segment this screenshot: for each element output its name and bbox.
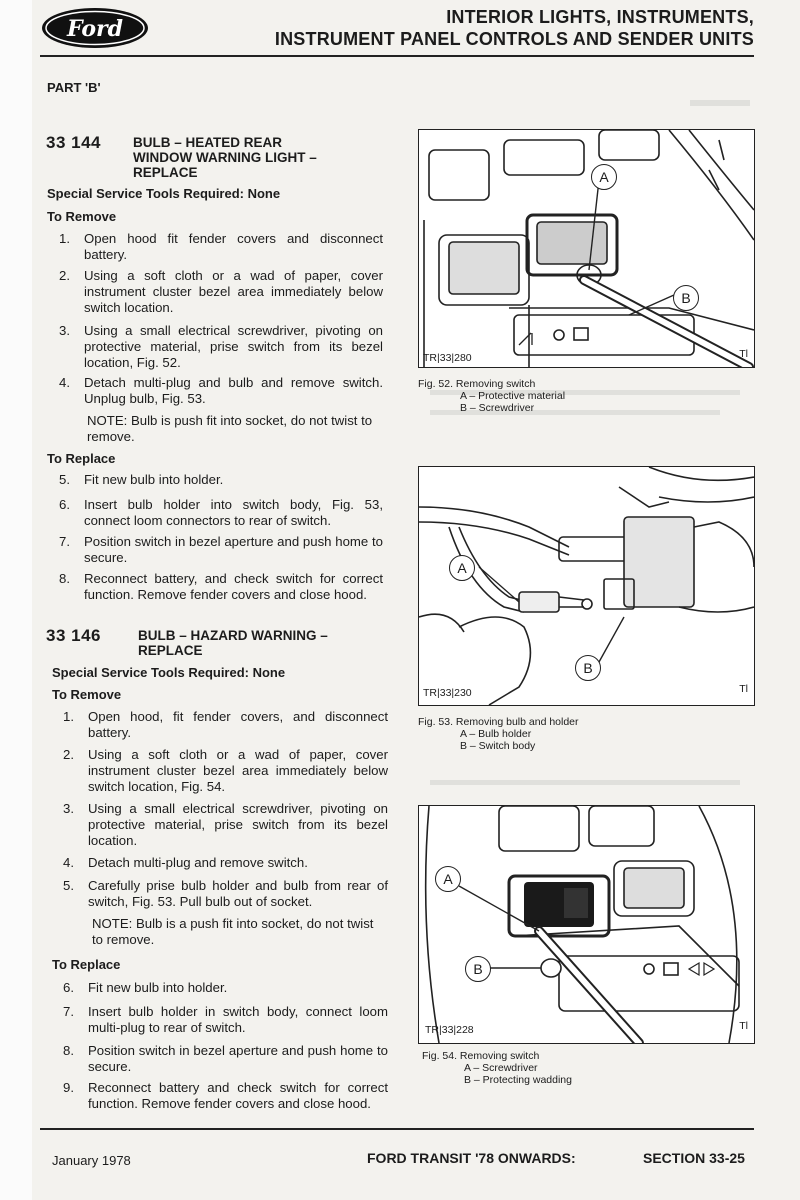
step-text: Detach multi-plug and remove switch. — [88, 855, 308, 870]
step-text: Carefully prise bulb holder and bulb from rear of switch, Fig. 53. Pull bulb out of socket. — [88, 878, 388, 909]
page-title-line2: INSTRUMENT PANEL CONTROLS AND SENDER UNITS — [274, 29, 754, 49]
step-text: Open hood fit fender covers and disconnect battery. — [84, 231, 383, 262]
figure-53-caption — [418, 716, 748, 752]
part-label: PART 'B' — [47, 80, 101, 95]
step-number: 4. — [59, 375, 70, 390]
callout-a: A — [591, 164, 617, 190]
figure-52 — [418, 129, 755, 368]
step-text: Using a small electrical screwdriver, pivoting on protective material, prise switch from its bezel location, Fig. 52. — [84, 323, 383, 370]
hazard-switch-removal-illustration — [419, 806, 754, 1043]
page-title — [194, 6, 754, 50]
remove-heading: To Remove — [47, 209, 117, 224]
step-number: 2. — [59, 268, 70, 283]
header-rule — [40, 55, 754, 57]
note-text: NOTE: Bulb is push fit into socket, do not twist to remove. — [87, 413, 373, 444]
step-number: 3. — [63, 801, 74, 816]
figure-52-caption — [418, 378, 748, 414]
section-title: BULB – HAZARD WARNING – REPLACE — [138, 628, 328, 658]
figure-54 — [418, 805, 755, 1044]
footer-rule — [40, 1128, 754, 1130]
figure-mark: Tl — [739, 683, 748, 695]
step-number: 6. — [59, 497, 70, 512]
step-number: 1. — [59, 231, 70, 246]
step-text: Using a soft cloth or a wad of paper, cover instrument cluster bezel area immediately below switch location. — [84, 268, 383, 315]
step-text: Insert bulb holder into switch body, Fig. 53, connect loom connectors to rear of switch. — [84, 497, 383, 528]
figure-mark: Tl — [739, 1020, 748, 1032]
callout-a: A — [435, 866, 461, 892]
step-number: 1. — [63, 709, 74, 724]
step-number: 8. — [59, 571, 70, 586]
step-text: Fit new bulb into holder. — [84, 472, 224, 487]
section-number: 33 146 — [46, 626, 101, 645]
step-number: 3. — [59, 323, 70, 338]
step-number: 2. — [63, 747, 74, 762]
footer-date: January 1978 — [52, 1153, 131, 1168]
caption-item-b: B – Protecting wadding — [464, 1074, 572, 1086]
callout-b: B — [575, 655, 601, 681]
caption-title: Fig. 54. Removing switch — [422, 1050, 540, 1062]
caption-item-a: A – Screwdriver — [464, 1062, 538, 1074]
special-tools-line: Special Service Tools Required: None — [47, 186, 281, 201]
section-number: 33 144 — [46, 133, 101, 152]
switch-removal-illustration — [419, 130, 754, 367]
step-text: Using a soft cloth or a wad of paper, cover instrument cluster bezel area immediately below switch location, Fig. 54. — [88, 747, 388, 794]
replace-heading: To Replace — [52, 957, 121, 972]
figure-reference: TR|33|228 — [425, 1024, 474, 1036]
step-number: 5. — [63, 878, 74, 893]
caption-item-b: B – Screwdriver — [460, 402, 535, 414]
callout-b: B — [465, 956, 491, 982]
section-title: BULB – HEATED REAR WINDOW WARNING LIGHT – REPLACE — [133, 135, 317, 180]
step-text: Reconnect battery, and check switch for correct function. Remove fender covers and close hood. — [84, 571, 383, 602]
caption-title: Fig. 53. Removing bulb and holder — [418, 716, 579, 728]
caption-title: Fig. 52. Removing switch — [418, 378, 536, 390]
page-binding-edge — [0, 0, 32, 1200]
caption-item-a: A – Protective material — [460, 390, 566, 402]
step-text: Fit new bulb into holder. — [88, 980, 228, 995]
callout-a: A — [449, 555, 475, 581]
brand-text: Ford — [66, 16, 124, 42]
figure-reference: TR|33|280 — [423, 352, 472, 364]
remove-heading: To Remove — [52, 687, 122, 702]
step-text: Reconnect battery and check switch for correct function. Remove fender covers and close hood. — [88, 1080, 388, 1111]
step-text: Using a small electrical screwdriver, pivoting on protective material, prise switch from its bezel location. — [88, 801, 388, 848]
step-number: 7. — [59, 534, 70, 549]
step-number: 4. — [63, 855, 74, 870]
figure-53 — [418, 466, 755, 706]
step-number: 5. — [59, 472, 70, 487]
step-number: 9. — [63, 1080, 74, 1095]
note-text: NOTE: Bulb is a push fit into socket, do not twist to remove. — [92, 916, 374, 947]
step-text: Detach multi-plug and bulb and remove switch. Unplug bulb, Fig. 53. — [84, 375, 383, 406]
step-text: Position switch in bezel aperture and push home to secure. — [88, 1043, 388, 1074]
step-number: 7. — [63, 1004, 74, 1019]
step-number: 8. — [63, 1043, 74, 1058]
replace-heading: To Replace — [47, 451, 116, 466]
step-text: Open hood, fit fender covers, and disconnect battery. — [88, 709, 388, 740]
step-text: Insert bulb holder in switch body, connect loom multi-plug to rear of switch. — [88, 1004, 388, 1035]
footer-section: SECTION 33-25 — [643, 1150, 745, 1166]
page-title-line1: INTERIOR LIGHTS, INSTRUMENTS, — [446, 7, 754, 27]
figure-reference: TR|33|230 — [423, 687, 472, 699]
callout-b: B — [673, 285, 699, 311]
step-text: Position switch in bezel aperture and push home to secure. — [84, 534, 383, 565]
step-number: 6. — [63, 980, 74, 995]
caption-item-b: B – Switch body — [460, 740, 536, 752]
caption-item-a: A – Bulb holder — [460, 728, 532, 740]
special-tools-line: Special Service Tools Required: None — [52, 665, 286, 680]
footer-model: FORD TRANSIT '78 ONWARDS: — [367, 1150, 576, 1166]
figure-54-caption — [422, 1050, 752, 1086]
figure-mark: Tl — [739, 348, 748, 360]
ford-logo — [40, 6, 150, 50]
